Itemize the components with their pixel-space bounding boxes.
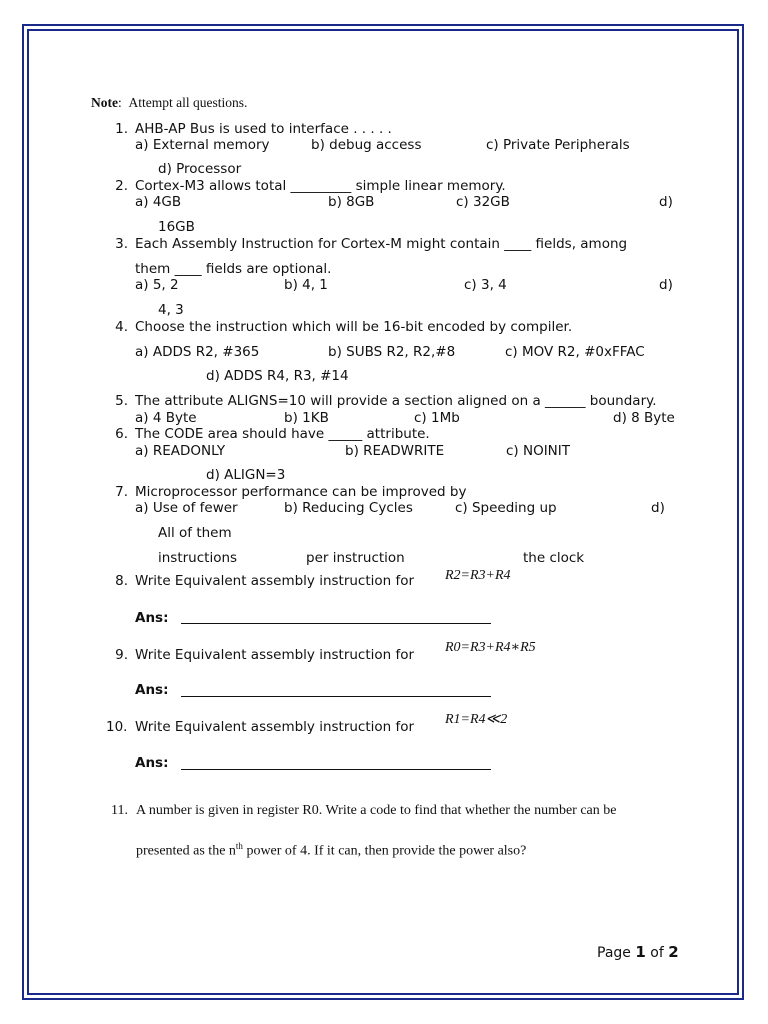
question-text: Each Assembly Instruction for Cortex-M might contain ____ fields, among xyxy=(135,236,628,252)
question-number: 11. xyxy=(111,803,128,818)
option: b) 4, 1 xyxy=(284,277,328,293)
option: d) 8 Byte xyxy=(613,410,675,426)
question-number: 2. xyxy=(115,178,128,194)
answer-line xyxy=(181,696,491,697)
option: a) Use of fewer xyxy=(135,500,238,516)
option: d) xyxy=(659,194,673,210)
option: b) SUBS R2, R2,#8 xyxy=(328,344,456,360)
question-text: Microprocessor performance can be improved by xyxy=(135,484,467,500)
option: c) MOV R2, #0xFFAC xyxy=(505,344,645,360)
question-text: The attribute ALIGNS=10 will provide a section aligned on a ______ boundary. xyxy=(135,393,657,409)
math-expression: R0=R3+R4∗R5 xyxy=(445,640,536,655)
option: b) READWRITE xyxy=(345,443,445,459)
option: a) ADDS R2, #365 xyxy=(135,344,260,360)
question-number: 3. xyxy=(115,236,128,252)
page-footer xyxy=(597,944,679,961)
option: b) 8GB xyxy=(328,194,375,210)
answer-line xyxy=(181,769,491,770)
option: d) xyxy=(651,500,665,516)
option-cont: the clock xyxy=(523,550,585,566)
option: a) READONLY xyxy=(135,443,226,459)
option: a) 4GB xyxy=(135,194,182,210)
question-number: 9. xyxy=(115,647,128,663)
option: a) External memory xyxy=(135,137,270,153)
option: 4, 3 xyxy=(158,302,184,318)
option: b) Reducing Cycles xyxy=(284,500,413,516)
question-number: 8. xyxy=(115,573,128,589)
option-cont: instructions xyxy=(158,550,238,566)
option: d) xyxy=(659,277,673,293)
question-text: AHB-AP Bus is used to interface . . . . . xyxy=(135,121,392,137)
of-label: of xyxy=(650,945,664,961)
option: b) debug access xyxy=(311,137,422,153)
question-number: 4. xyxy=(115,319,128,335)
question-text: Cortex-M3 allows total _________ simple linear memory. xyxy=(135,178,506,194)
answer-label: Ans: xyxy=(135,755,169,771)
option: d) ALIGN=3 xyxy=(206,467,286,483)
math-expression: R1=R4≪2 xyxy=(445,712,508,727)
question-text: Write Equivalent assembly instruction for xyxy=(135,647,415,663)
option: a) 4 Byte xyxy=(135,410,197,426)
question-text: Write Equivalent assembly instruction for xyxy=(135,573,415,589)
answer-line xyxy=(181,623,491,624)
option: a) 5, 2 xyxy=(135,277,179,293)
page-total: 2 xyxy=(668,943,679,961)
question-text-cont: them ____ fields are optional. xyxy=(135,261,332,277)
answer-label: Ans: xyxy=(135,610,169,626)
question-number: 1. xyxy=(115,121,128,137)
answer-label: Ans: xyxy=(135,682,169,698)
option-cont: per instruction xyxy=(306,550,405,566)
question-text: A number is given in register R0. Write a code to find that whether the number can be xyxy=(136,803,617,818)
math-expression: R2=R3+R4 xyxy=(445,568,511,583)
question-text: Write Equivalent assembly instruction for xyxy=(135,719,415,735)
option: c) NOINIT xyxy=(506,443,571,459)
page-number: 1 xyxy=(635,943,646,961)
question-text-cont: presented as the $n^{th}$ power of 4. If it can, then provide the power also? xyxy=(136,841,527,859)
note-line: Note: Attempt all questions. xyxy=(91,95,248,110)
note-text: Attempt all questions. xyxy=(128,95,248,110)
option: 16GB xyxy=(158,219,195,235)
option: b) 1KB xyxy=(284,410,329,426)
question-number: 7. xyxy=(115,484,128,500)
option: c) Private Peripherals xyxy=(486,137,630,153)
question-text: The CODE area should have _____ attribute. xyxy=(135,426,430,442)
question-number: 5. xyxy=(115,393,128,409)
option: c) 32GB xyxy=(456,194,510,210)
option: d) Processor xyxy=(158,161,242,177)
option: c) Speeding up xyxy=(455,500,557,516)
question-number: 10. xyxy=(106,719,128,735)
question-text: Choose the instruction which will be 16-bit encoded by compiler. xyxy=(135,319,573,335)
option: c) 3, 4 xyxy=(464,277,507,293)
option: d) ADDS R4, R3, #14 xyxy=(206,368,349,384)
note-label: Note xyxy=(91,95,118,110)
option: All of them xyxy=(158,525,232,541)
question-number: 6. xyxy=(115,426,128,442)
option: c) 1Mb xyxy=(414,410,460,426)
page-label: Page xyxy=(597,945,631,961)
